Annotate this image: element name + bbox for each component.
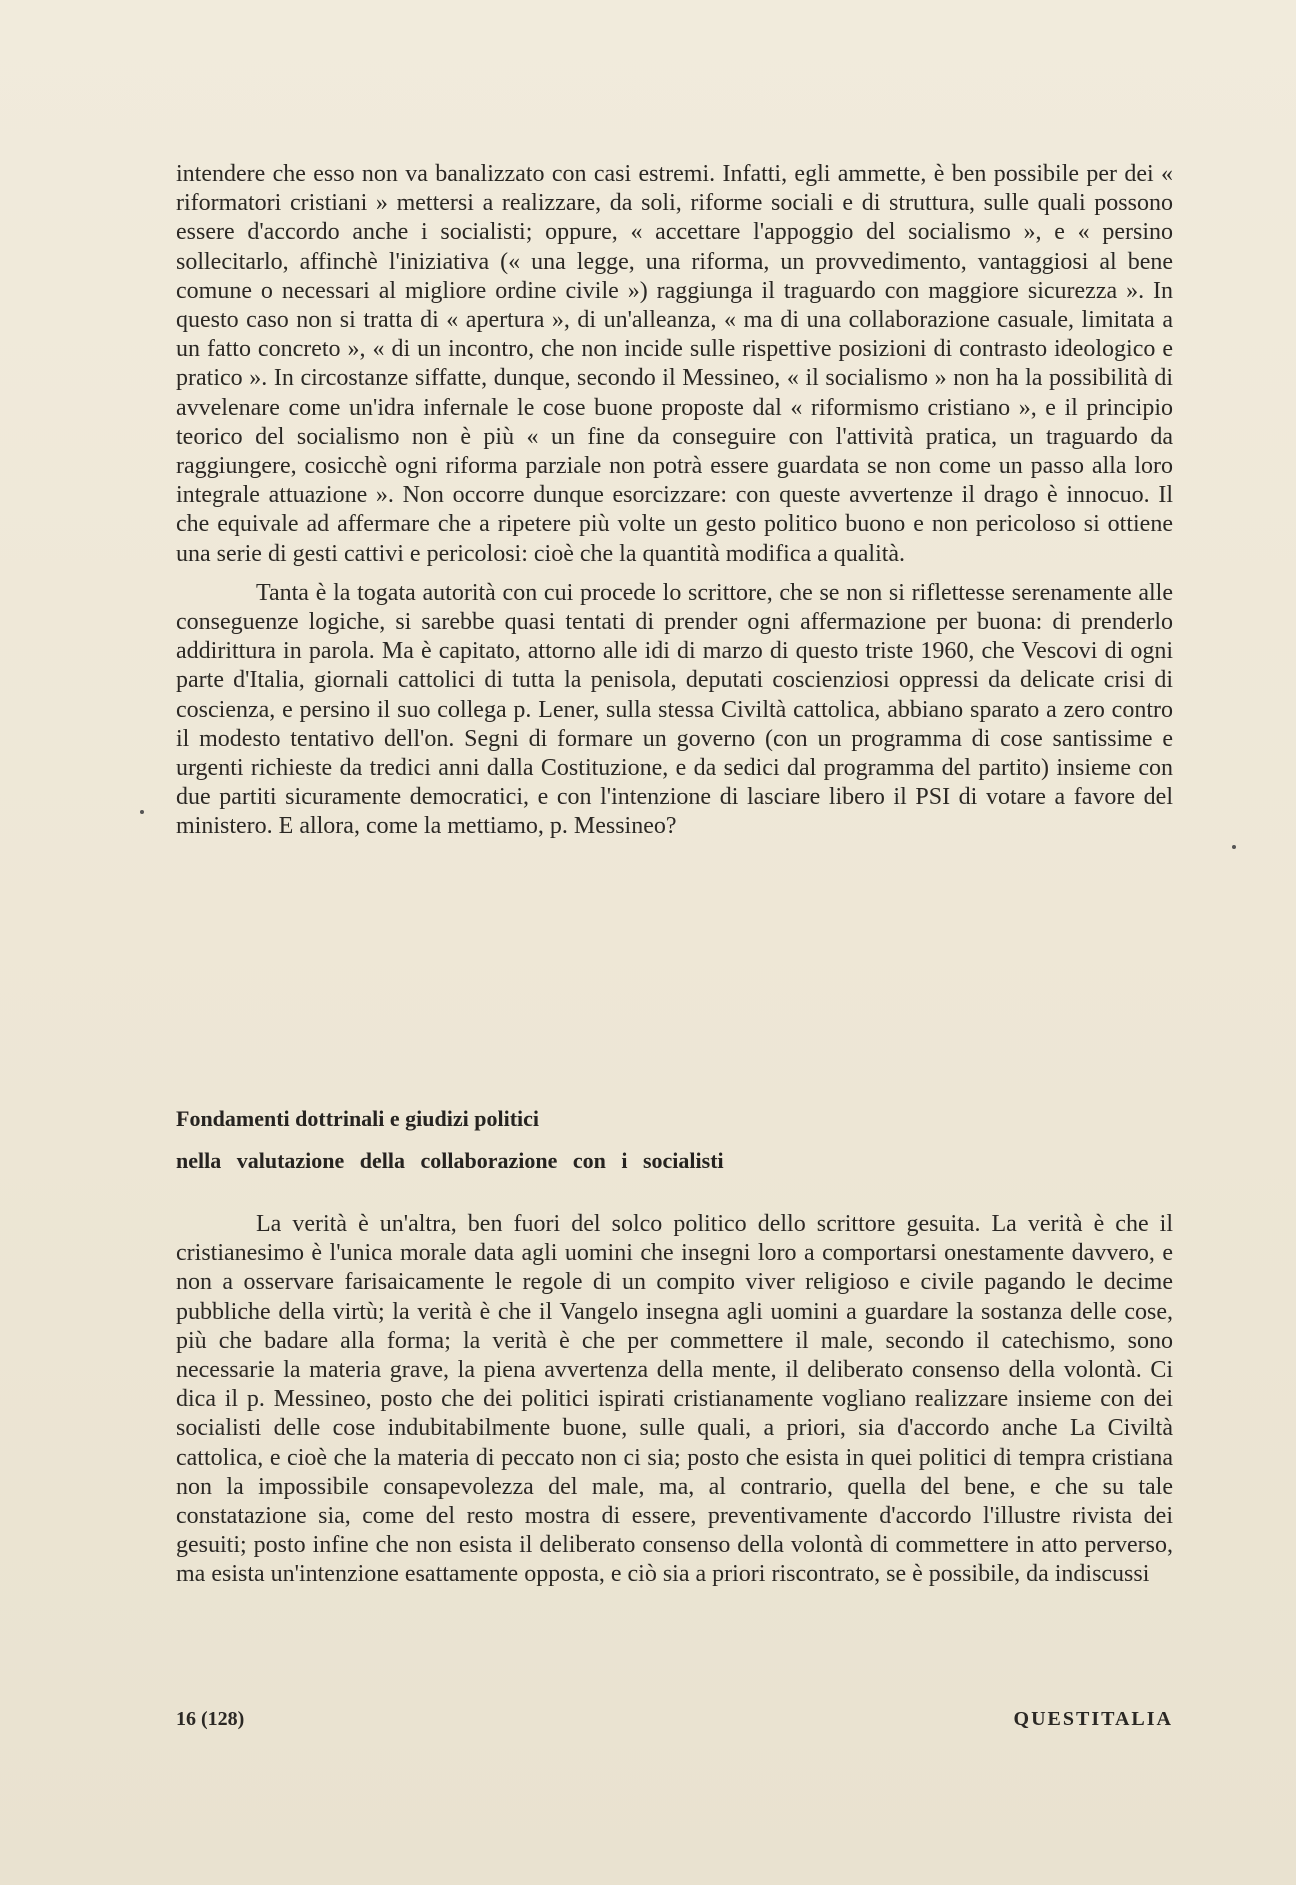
margin-speck <box>1232 845 1236 849</box>
section-heading-line-2: nella valutazione della collaborazione con i socialisti <box>176 1148 724 1173</box>
paragraph-2: Tanta è la togata autorità con cui procede lo scrittore, che se non si riflettesse serenamente alle conseguenze logiche, si sarebbe quasi tentati di prender ogni affermazione per buona: di prenderlo addirittura in parola. Ma è capitato, attorno alle idi di marzo di questo triste 1960, che Vescovi di ogni parte d'Italia, giornali cattolici di tutta la penisola, deputati coscienziosi oppressi da delicate crisi di coscienza, e persino il suo collega p. Lener, sulla stessa Civiltà cattolica, abbiano sparato a zero contro il modesto tentativo dell'on. Segni di formare un governo (con un programma di cose santissime e urgenti richieste da tredici anni dalla Costituzione, e da sedici dal programma del partito) insieme con due partiti sicuramente democratici, e con l'intenzione di lasciare libero il PSI di votare a favore del ministero. E allora, come la mettiamo, p. Messineo? <box>176 579 1173 840</box>
body-text-bottom <box>176 1210 1173 1590</box>
body-text-top <box>176 160 1173 842</box>
margin-speck <box>140 810 144 814</box>
paragraph-3: La verità è un'altra, ben fuori del solco politico dello scrittore gesuita. La verità è che il cristianesimo è l'unica morale data agli uomini che insegni loro a comportarsi onestamente davvero, e non a osservare farisaicamente le regole di un compito viver religioso e civile pagando le decime pubbliche della virtù; la verità è che il Vangelo insegna agli uomini a guardare la sostanza delle cose, più che badare alla forma; la verità è che per commettere il male, secondo il catechismo, sono necessarie la materia grave, la piena avvertenza della mente, il deliberato consenso della volontà. Ci dica il p. Messineo, posto che dei politici ispirati cristianamente vogliano realizzare insieme con dei socialisti delle cose indubitabilmente buone, sulle quali, a priori, sia d'accordo anche La Civiltà cattolica, e cioè che la materia di peccato non ci sia; posto che esista in quei politici di tempra cristiana non la impossibile consapevolezza del male, ma, al contrario, quella del bene, e che su tale constatazione sia, come del resto mostra di essere, preventivamente d'accordo l'illustre rivista dei gesuiti; posto infine che non esista il deliberato consenso della volontà di commettere in atto perverso, ma esista un'intenzione esattamente opposta, e ciò sia a priori riscontrato, se è possibile, da indiscussi <box>176 1211 1173 1588</box>
paragraph-1: intendere che esso non va banalizzato con casi estremi. Infatti, egli ammette, è ben possibile per dei « riformatori cristiani » mettersi a realizzare, da soli, riforme sociali e di struttura, sulle quali possono essere d'accordo anche i socialisti; oppure, « accettare l'appoggio del socialismo », e « persino sollecitarlo, affinchè l'iniziativa (« una legge, una riforma, un provvedimento, vantaggiosi al bene comune o necessari al migliore ordine civile ») raggiunga il traguardo con maggiore sicurezza ». In questo caso non si tratta di « apertura », di un'alleanza, « ma di una collaborazione casuale, limitata a un fatto concreto », « di un incontro, che non incide sulle rispettive posizioni di contrasto ideologico e pratico ». In circostanze siffatte, dunque, secondo il Messineo, « il socialismo » non ha la possibilità di avvelenare come un'idra infernale le cose buone proposte dal « riformismo cristiano », e il principio teorico del socialismo non è più « un fine da conseguire con l'attività pratica, un traguardo da raggiungere, cosicchè ogni riforma parziale non potrà essere guardata se non come un passo alla loro integrale attuazione ». Non occorre dunque esorcizzare: con queste avvertenze il drago è innocuo. Il che equivale ad affermare che a ripetere più volte un gesto politico buono e non pericoloso si ottiene una serie di gesti cattivi e pericolosi: cioè che la quantità modifica a qualità. <box>176 161 1173 567</box>
section-heading-line-1: Fondamenti dottrinali e giudizi politici <box>176 1106 540 1131</box>
section-heading <box>176 1098 1173 1182</box>
publication-name: QUESTITALIA <box>1013 1708 1173 1730</box>
page-footer <box>176 1708 1173 1731</box>
page-number: 16 (128) <box>176 1708 245 1730</box>
